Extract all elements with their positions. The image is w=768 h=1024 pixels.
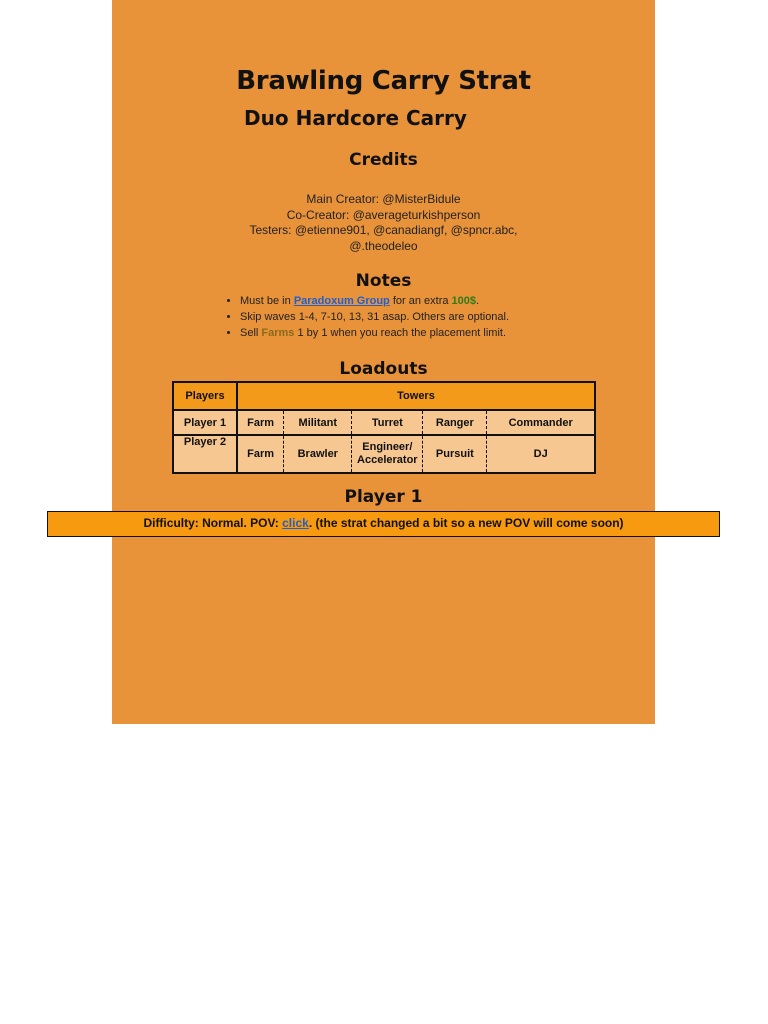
header-towers: Towers <box>237 382 595 410</box>
pov-link[interactable]: click <box>282 516 309 530</box>
note-text: Must be in <box>240 295 294 307</box>
note-text: Sell <box>240 327 262 339</box>
tower-cell: Commander <box>487 410 595 435</box>
tower-cell: Engineer/ Accelerator <box>352 435 423 473</box>
table-row <box>173 435 595 473</box>
tower-cell: Militant <box>284 410 352 435</box>
loadouts-heading: Loadouts <box>339 359 428 379</box>
player-cell: Player 2 <box>173 435 237 473</box>
co-creator: Co-Creator: @averageturkishperson <box>286 207 481 222</box>
tower-cell: Farm <box>237 410 284 435</box>
note-item <box>240 325 509 341</box>
note-text: 1 by 1 when you reach the placement limit. <box>294 327 506 339</box>
tower-cell: Ranger <box>423 410 487 435</box>
tower-cell: Pursuit <box>423 435 487 473</box>
testers-line-1: Testers: @etienne901, @canadiangf, @spncr.abc, <box>249 223 518 237</box>
banner-text: . (the strat changed a bit so a new POV will come soon) <box>308 516 624 530</box>
tower-cell: Turret <box>352 410 423 435</box>
money-amount: 100$ <box>451 295 477 307</box>
header-players: Players <box>173 382 237 410</box>
credits-heading: Credits <box>349 150 418 170</box>
player-cell: Player 1 <box>173 410 237 435</box>
difficulty-banner <box>47 511 720 537</box>
table-header-row <box>173 382 595 410</box>
table-row <box>173 410 595 435</box>
note-text: for an extra <box>389 295 452 307</box>
tower-cell: Farm <box>237 435 284 473</box>
note-item <box>240 293 509 309</box>
player1-heading: Player 1 <box>344 487 423 507</box>
testers-line-2: @.theodeleo <box>349 238 418 253</box>
main-creator: Main Creator: @MisterBidule <box>306 192 461 206</box>
document-page <box>112 0 655 724</box>
tower-cell: Brawler <box>284 435 352 473</box>
tower-cell: DJ <box>487 435 595 473</box>
notes-heading: Notes <box>355 271 412 291</box>
page-title: Brawling Carry Strat <box>236 66 531 96</box>
note-item: • Skip waves 1-4, 7-10, 13, 31 asap. Others are optional. <box>240 309 509 325</box>
farms-highlight: Farms <box>261 327 295 339</box>
loadouts-table <box>172 381 596 474</box>
paradoxum-group-link[interactable]: Paradoxum Group <box>293 295 390 307</box>
note-text: . <box>476 295 480 307</box>
credits-block <box>112 192 655 254</box>
notes-list <box>222 293 509 341</box>
banner-text: Difficulty: Normal. POV: <box>143 516 283 530</box>
page-subtitle: Duo Hardcore Carry <box>244 106 467 130</box>
